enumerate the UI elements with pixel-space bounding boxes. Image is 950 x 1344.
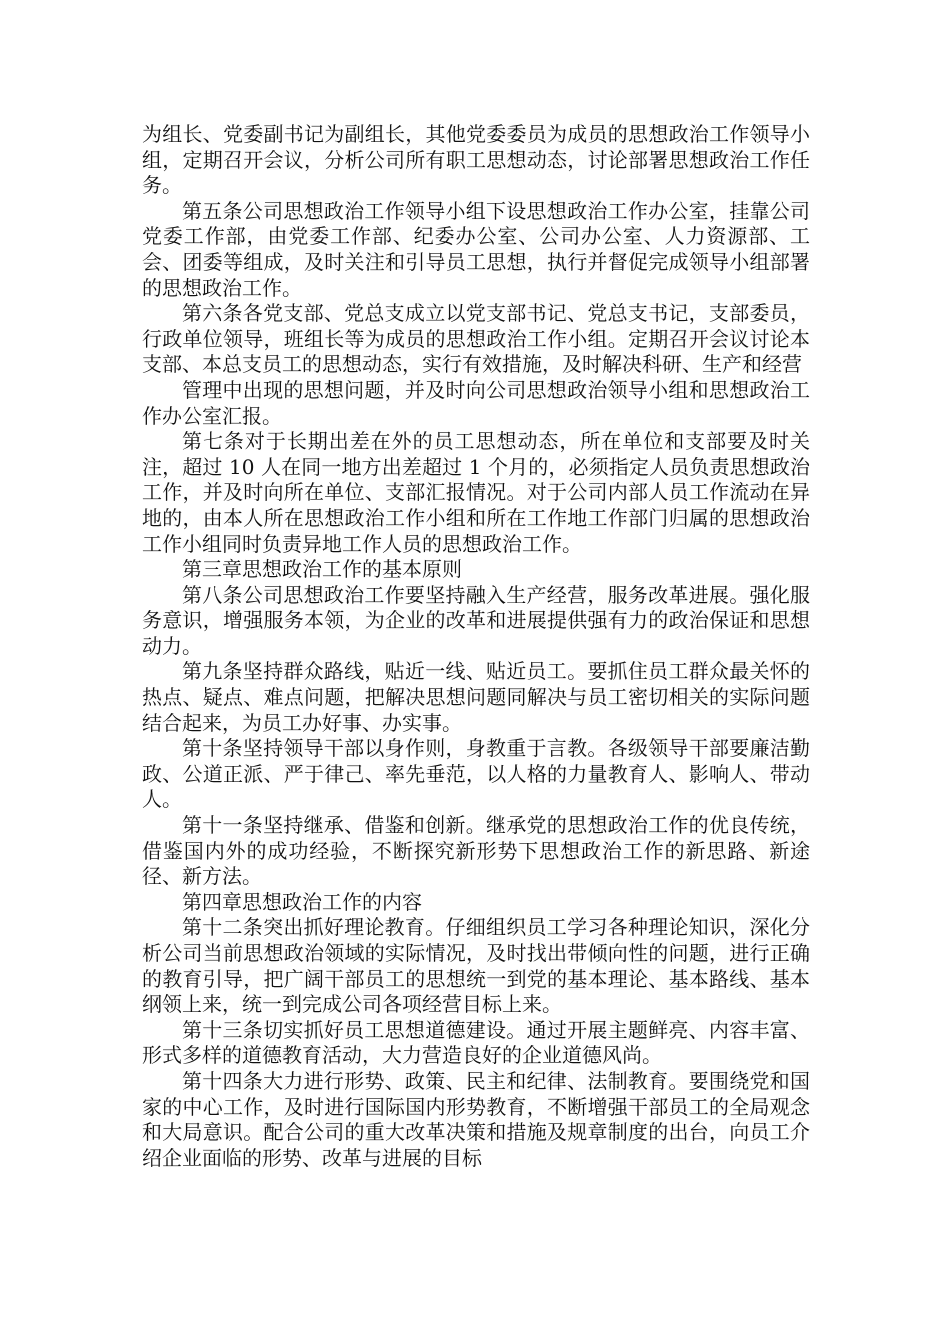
paragraph-continued-leader-group: 为组长、党委副书记为副组长，其他党委委员为成员的思想政治工作领导小组，定期召开会议，分析公司所有职工思想动态，讨论部署思想政治工作任务。 xyxy=(142,122,810,198)
paragraph-article-6-continued: 管理中出现的思想问题，并及时向公司思想政治领导小组和思想政治工作办公室汇报。 xyxy=(142,377,810,428)
paragraph-article-8: 第八条公司思想政治工作要坚持融入生产经营，服务改革进展。强化服务意识，增强服务本领，为企业的改革和进展提供强有力的政治保证和思想动力。 xyxy=(142,582,810,658)
paragraph-article-13: 第十三条切实抓好员工思想道德建设。通过开展主题鲜亮、内容丰富、形式多样的道德教育活动，大力营造良好的企业道德风尚。 xyxy=(142,1017,810,1068)
paragraph-article-10: 第十条坚持领导干部以身作则，身教重于言教。各级领导干部要廉洁勤政、公道正派、严于律己、率先垂范，以人格的力量教育人、影响人、带动人。 xyxy=(142,736,810,812)
paragraph-article-6: 第六条各党支部、党总支成立以党支部书记、党总支书记，支部委员，行政单位领导，班组长等为成员的思想政治工作小组。定期召开会议讨论本支部、本总支员工的思想动态，实行有效措施，及时解决科研、生产和经营 xyxy=(142,301,810,377)
paragraph-article-11: 第十一条坚持继承、借鉴和创新。继承党的思想政治工作的优良传统，借鉴国内外的成功经验，不断探究新形势下思想政治工作的新思路、新途径、新方法。 xyxy=(142,813,810,889)
chapter-4-heading: 第四章思想政治工作的内容 xyxy=(182,889,422,914)
paragraph-article-12: 第十二条突出抓好理论教育。仔细组织员工学习各种理论知识，深化分析公司当前思想政治领域的实际情况，及时找出带倾向性的问题，进行正确的教育引导，把广阔干部员工的思想统一到党的基本理论、基本路线、基本纲领上来，统一到完成公司各项经营目标上来。 xyxy=(142,915,810,1017)
paragraph-article-7: 第七条对于长期出差在外的员工思想动态，所在单位和支部要及时关注，超过 10 人在同一地方出差超过 1 个月的，必须指定人员负责思想政治工作，并及时向所在单位、支部汇报情况。对于公司内部人员工作流动在异地的，由本人所在思想政治工作小组和所在工作地工作部门归属的思想政治工作小组同时负责异地工作人员的思想政治工作。 xyxy=(142,429,810,556)
paragraph-article-5: 第五条公司思想政治工作领导小组下设思想政治工作办公室，挂靠公司党委工作部，由党委工作部、纪委办公室、公司办公室、人力资源部、工会、团委等组成，及时关注和引导员工思想，执行并督促完成领导小组部署的思想政治工作。 xyxy=(142,198,810,300)
document-body xyxy=(142,122,810,1171)
paragraph-article-14: 第十四条大力进行形势、政策、民主和纪律、法制教育。要围绕党和国家的中心工作，及时进行国际国内形势教育，不断增强干部员工的全局观念和大局意识。配合公司的重大改革决策和措施及规章制度的出台，向员工介绍企业面临的形势、改革与进展的目标 xyxy=(142,1068,810,1170)
paragraph-article-9: 第九条坚持群众路线，贴近一线、贴近员工。要抓住员工群众最关怀的热点、疑点、难点问题，把解决思想问题同解决与员工密切相关的实际问题结合起来，为员工办好事、办实事。 xyxy=(142,659,810,735)
chapter-3-heading: 第三章思想政治工作的基本原则 xyxy=(182,557,462,582)
